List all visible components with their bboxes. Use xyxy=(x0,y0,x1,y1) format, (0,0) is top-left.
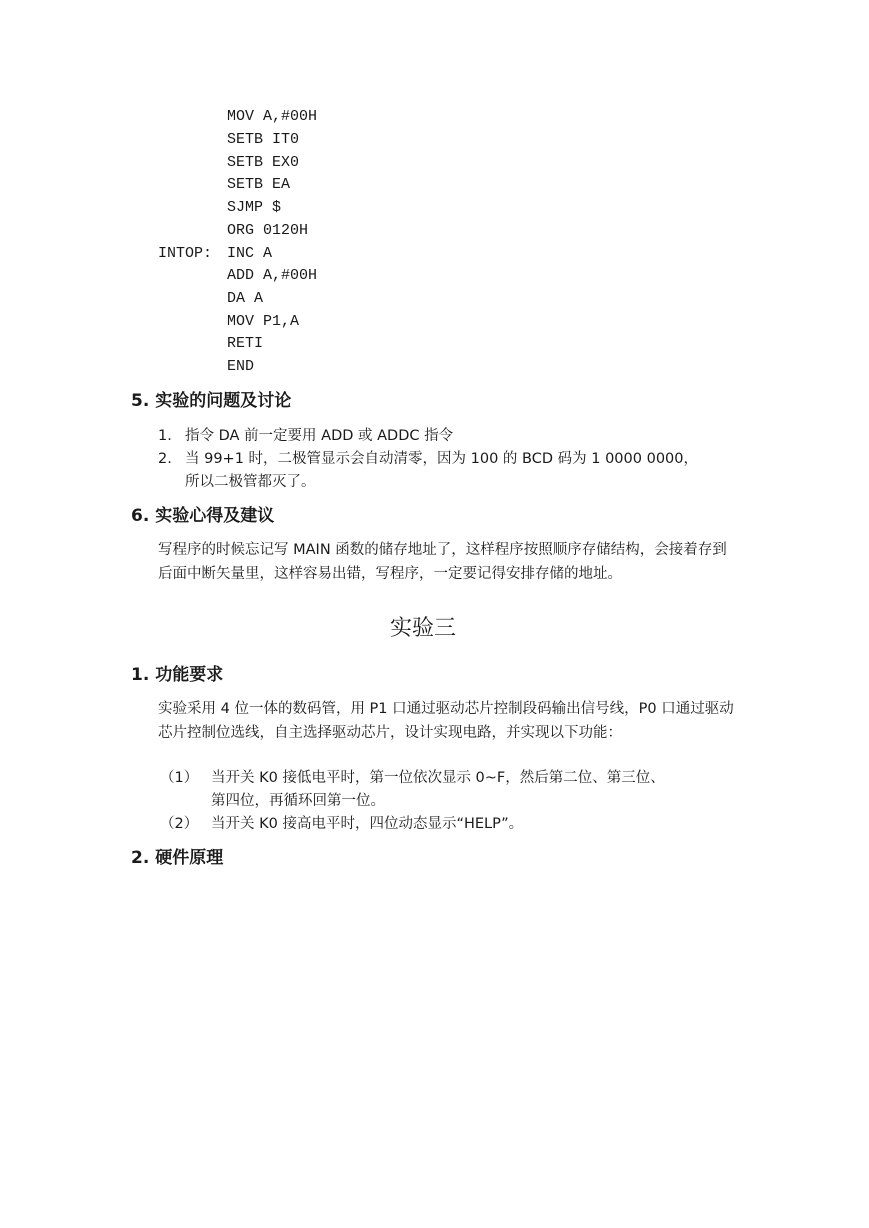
code-line xyxy=(158,332,263,355)
code-instruction: RETI xyxy=(227,335,264,352)
code-instruction: SJMP $ xyxy=(227,199,282,216)
code-instruction: END xyxy=(227,358,255,375)
code-instruction: MOV P1,A xyxy=(227,313,300,330)
list-item-continuation: 所以二极管都灭了。 xyxy=(185,474,316,490)
code-instruction: MOV A,#00H xyxy=(227,108,318,125)
list-number: （1） xyxy=(160,770,199,786)
section-heading: 6. 实验心得及建议 xyxy=(131,506,275,526)
code-line xyxy=(158,128,299,151)
list-item: 指令 DA 前一定要用 ADD 或 ADDC 指令 xyxy=(185,428,454,444)
code-instruction: ORG 0120H xyxy=(227,222,309,239)
list-number: 1. xyxy=(158,428,172,444)
code-instruction: SETB IT0 xyxy=(227,131,300,148)
section-heading: 5. 实验的问题及讨论 xyxy=(131,391,292,411)
list-item: 当 99+1 时，二极管显示会自动清零，因为 100 的 BCD 码为 1 0000 0000， xyxy=(185,451,698,467)
list-number: （2） xyxy=(160,816,199,832)
code-line xyxy=(158,242,272,265)
code-line xyxy=(158,264,317,287)
list-number: 2. xyxy=(158,451,172,467)
code-instruction: INC A xyxy=(227,245,273,262)
code-line xyxy=(158,310,299,333)
code-instruction: DA A xyxy=(227,290,264,307)
section-heading: 1. 功能要求 xyxy=(131,665,224,685)
code-line xyxy=(158,196,281,219)
page-title: 实验三 xyxy=(389,616,456,641)
code-label: INTOP: xyxy=(158,245,213,262)
code-line xyxy=(158,355,254,378)
code-line xyxy=(158,219,308,242)
code-instruction: SETB EA xyxy=(227,176,291,193)
code-line xyxy=(158,151,299,174)
section-heading: 2. 硬件原理 xyxy=(131,848,224,868)
list-item: 当开关 K0 接低电平时，第一位依次显示 0~F，然后第二位、第三位、 xyxy=(211,770,665,786)
paragraph: 写程序的时候忘记写 MAIN 函数的储存地址了，这样程序按照顺序存储结构，会接着存到后面中断矢量里，这样容易出错，写程序，一定要记得安排存储的地址。 xyxy=(158,542,727,582)
list-item: 当开关 K0 接高电平时，四位动态显示“HELP”。 xyxy=(211,816,524,832)
list-item-continuation: 第四位，再循环回第一位。 xyxy=(211,793,385,809)
paragraph: 实验采用 4 位一体的数码管，用 P1 口通过驱动芯片控制段码输出信号线，P0 口通过驱动芯片控制位选线，自主选择驱动芯片，设计实现电路，并实现以下功能： xyxy=(158,701,734,741)
code-line xyxy=(158,287,263,310)
code-line xyxy=(158,173,290,196)
code-instruction: ADD A,#00H xyxy=(227,267,318,284)
code-instruction: SETB EX0 xyxy=(227,154,300,171)
code-line xyxy=(158,105,317,128)
